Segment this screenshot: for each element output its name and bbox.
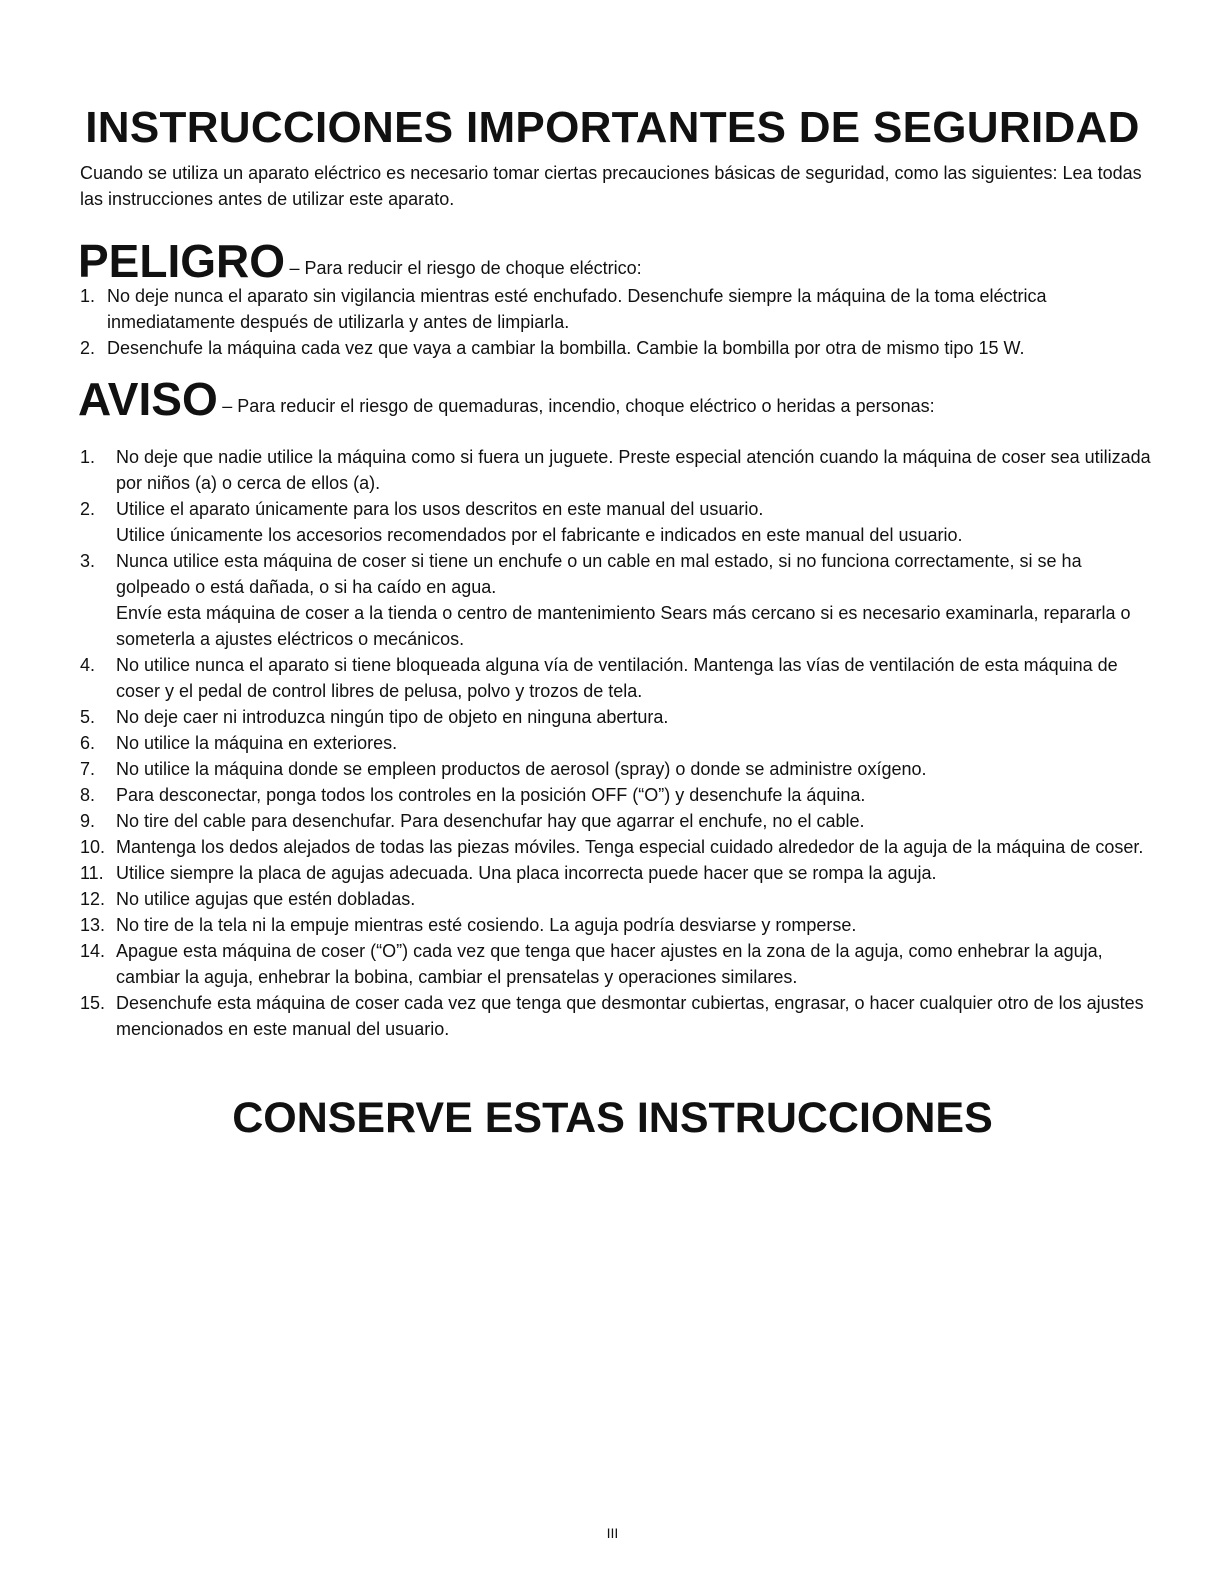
item-text: No deje caer ni introduzca ningún tipo de objeto en ninguna abertura. — [116, 707, 669, 727]
item-text: No utilice la máquina donde se empleen productos de aerosol (spray) o donde se administre oxígeno. — [116, 759, 927, 779]
item-text-continued: Envíe esta máquina de coser a la tienda o centro de mantenimiento Sears más cercano si es necesario examinarla, repararla o someterla a ajustes eléctricos o mecánicos. — [116, 603, 1131, 649]
list-item — [80, 704, 1160, 730]
peligro-title: PELIGRO — [78, 235, 286, 287]
list-item — [80, 283, 1160, 335]
list-item — [80, 938, 1160, 990]
item-text: Utilice el aparato únicamente para los usos descritos en este manual del usuario. — [116, 499, 764, 519]
item-text: No utilice nunca el aparato si tiene bloqueada alguna vía de ventilación. Mantenga las vías de ventilación de esta máquina de coser y el pedal de control libres de pelusa, polvo y trozos de tela. — [116, 655, 1118, 701]
aviso-list — [80, 444, 1160, 1042]
item-number: 1. — [80, 286, 96, 306]
item-number: 11. — [80, 863, 104, 883]
aviso-title: AVISO — [78, 373, 218, 425]
aviso-description: – Para reducir el riesgo de quemaduras, incendio, choque eléctrico o heridas a personas: — [222, 396, 935, 416]
item-number: 9. — [80, 811, 96, 831]
item-number: 7. — [80, 759, 96, 779]
list-item — [80, 652, 1160, 704]
list-item — [80, 730, 1160, 756]
list-item — [80, 834, 1160, 860]
item-text-continued: Utilice únicamente los accesorios recomendados por el fabricante e indicados en este manual del usuario. — [116, 525, 963, 545]
list-item — [80, 886, 1160, 912]
intro-paragraph: Cuando se utiliza un aparato eléctrico es necesario tomar ciertas precauciones básicas de seguridad, como las siguientes: Lea todas las instrucciones antes de utilizar este aparato. — [80, 163, 1142, 209]
item-number: 12. — [80, 889, 106, 909]
peligro-heading — [78, 236, 1178, 286]
list-item — [80, 808, 1160, 834]
item-text: Utilice siempre la placa de agujas adecuada. Una placa incorrecta puede hacer que se rompa la aguja. — [116, 863, 937, 883]
list-item — [80, 990, 1160, 1042]
item-text: Apague esta máquina de coser (“O”) cada vez que tenga que hacer ajustes en la zona de la aguja, como enhebrar la aguja, cambiar la aguja, enhebrar la bobina, cambiar el prensatelas y operaciones similares. — [116, 941, 1103, 987]
page-number: III — [606, 1525, 619, 1541]
list-item — [80, 496, 1160, 548]
item-number: 10. — [80, 837, 106, 857]
item-number: 3. — [80, 551, 96, 571]
list-item — [80, 444, 1160, 496]
page-title: INSTRUCCIONES IMPORTANTES DE SEGURIDAD — [85, 103, 1140, 152]
item-number: 1. — [80, 447, 96, 467]
item-text: No deje nunca el aparato sin vigilancia mientras esté enchufado. Desenchufe siempre la máquina de la toma eléctrica inmediatamente después de utilizarla y antes de limpiarla. — [107, 286, 1047, 332]
list-item — [80, 860, 1160, 886]
item-number: 6. — [80, 733, 96, 753]
item-number: 8. — [80, 785, 96, 805]
item-number: 14. — [80, 941, 106, 961]
peligro-list — [80, 283, 1160, 361]
item-text: No deje que nadie utilice la máquina como si fuera un juguete. Preste especial atención cuando la máquina de coser sea utilizada por niños (a) o cerca de ellos (a). — [116, 447, 1151, 493]
item-text: Desenchufe la máquina cada vez que vaya a cambiar la bombilla. Cambie la bombilla por otra de mismo tipo 15 W. — [107, 338, 1025, 358]
item-text: No utilice la máquina en exteriores. — [116, 733, 398, 753]
list-item — [80, 782, 1160, 808]
item-text: Mantenga los dedos alejados de todas las piezas móviles. Tenga especial cuidado alrededor de la aguja de la máquina de coser. — [116, 837, 1144, 857]
item-text: No tire del cable para desenchufar. Para desenchufar hay que agarrar el enchufe, no el cable. — [116, 811, 865, 831]
peligro-description: – Para reducir el riesgo de choque eléctrico: — [289, 258, 642, 278]
item-text: No tire de la tela ni la empuje mientras esté cosiendo. La aguja podría desviarse y romperse. — [116, 915, 857, 935]
list-item — [80, 912, 1160, 938]
list-item — [80, 756, 1160, 782]
item-text: Para desconectar, ponga todos los controles en la posición OFF (“O”) y desenchufe la áquina. — [116, 785, 866, 805]
aviso-heading — [78, 374, 1178, 424]
item-number: 15. — [80, 993, 106, 1013]
item-number: 13. — [80, 915, 106, 935]
item-text: No utilice agujas que estén dobladas. — [116, 889, 416, 909]
item-number: 4. — [80, 655, 96, 675]
list-item — [80, 335, 1160, 361]
item-number: 2. — [80, 499, 96, 519]
save-instructions-title: CONSERVE ESTAS INSTRUCCIONES — [232, 1094, 993, 1142]
item-number: 5. — [80, 707, 96, 727]
item-number: 2. — [80, 338, 96, 358]
item-text: Desenchufe esta máquina de coser cada vez que tenga que desmontar cubiertas, engrasar, o hacer cualquier otro de los ajustes mencionados en este manual del usuario. — [116, 993, 1144, 1039]
item-text: Nunca utilice esta máquina de coser si tiene un enchufe o un cable en mal estado, si no funciona correctamente, si se ha golpeado o está dañada, o si ha caído en agua. — [116, 551, 1082, 597]
list-item — [80, 548, 1160, 652]
